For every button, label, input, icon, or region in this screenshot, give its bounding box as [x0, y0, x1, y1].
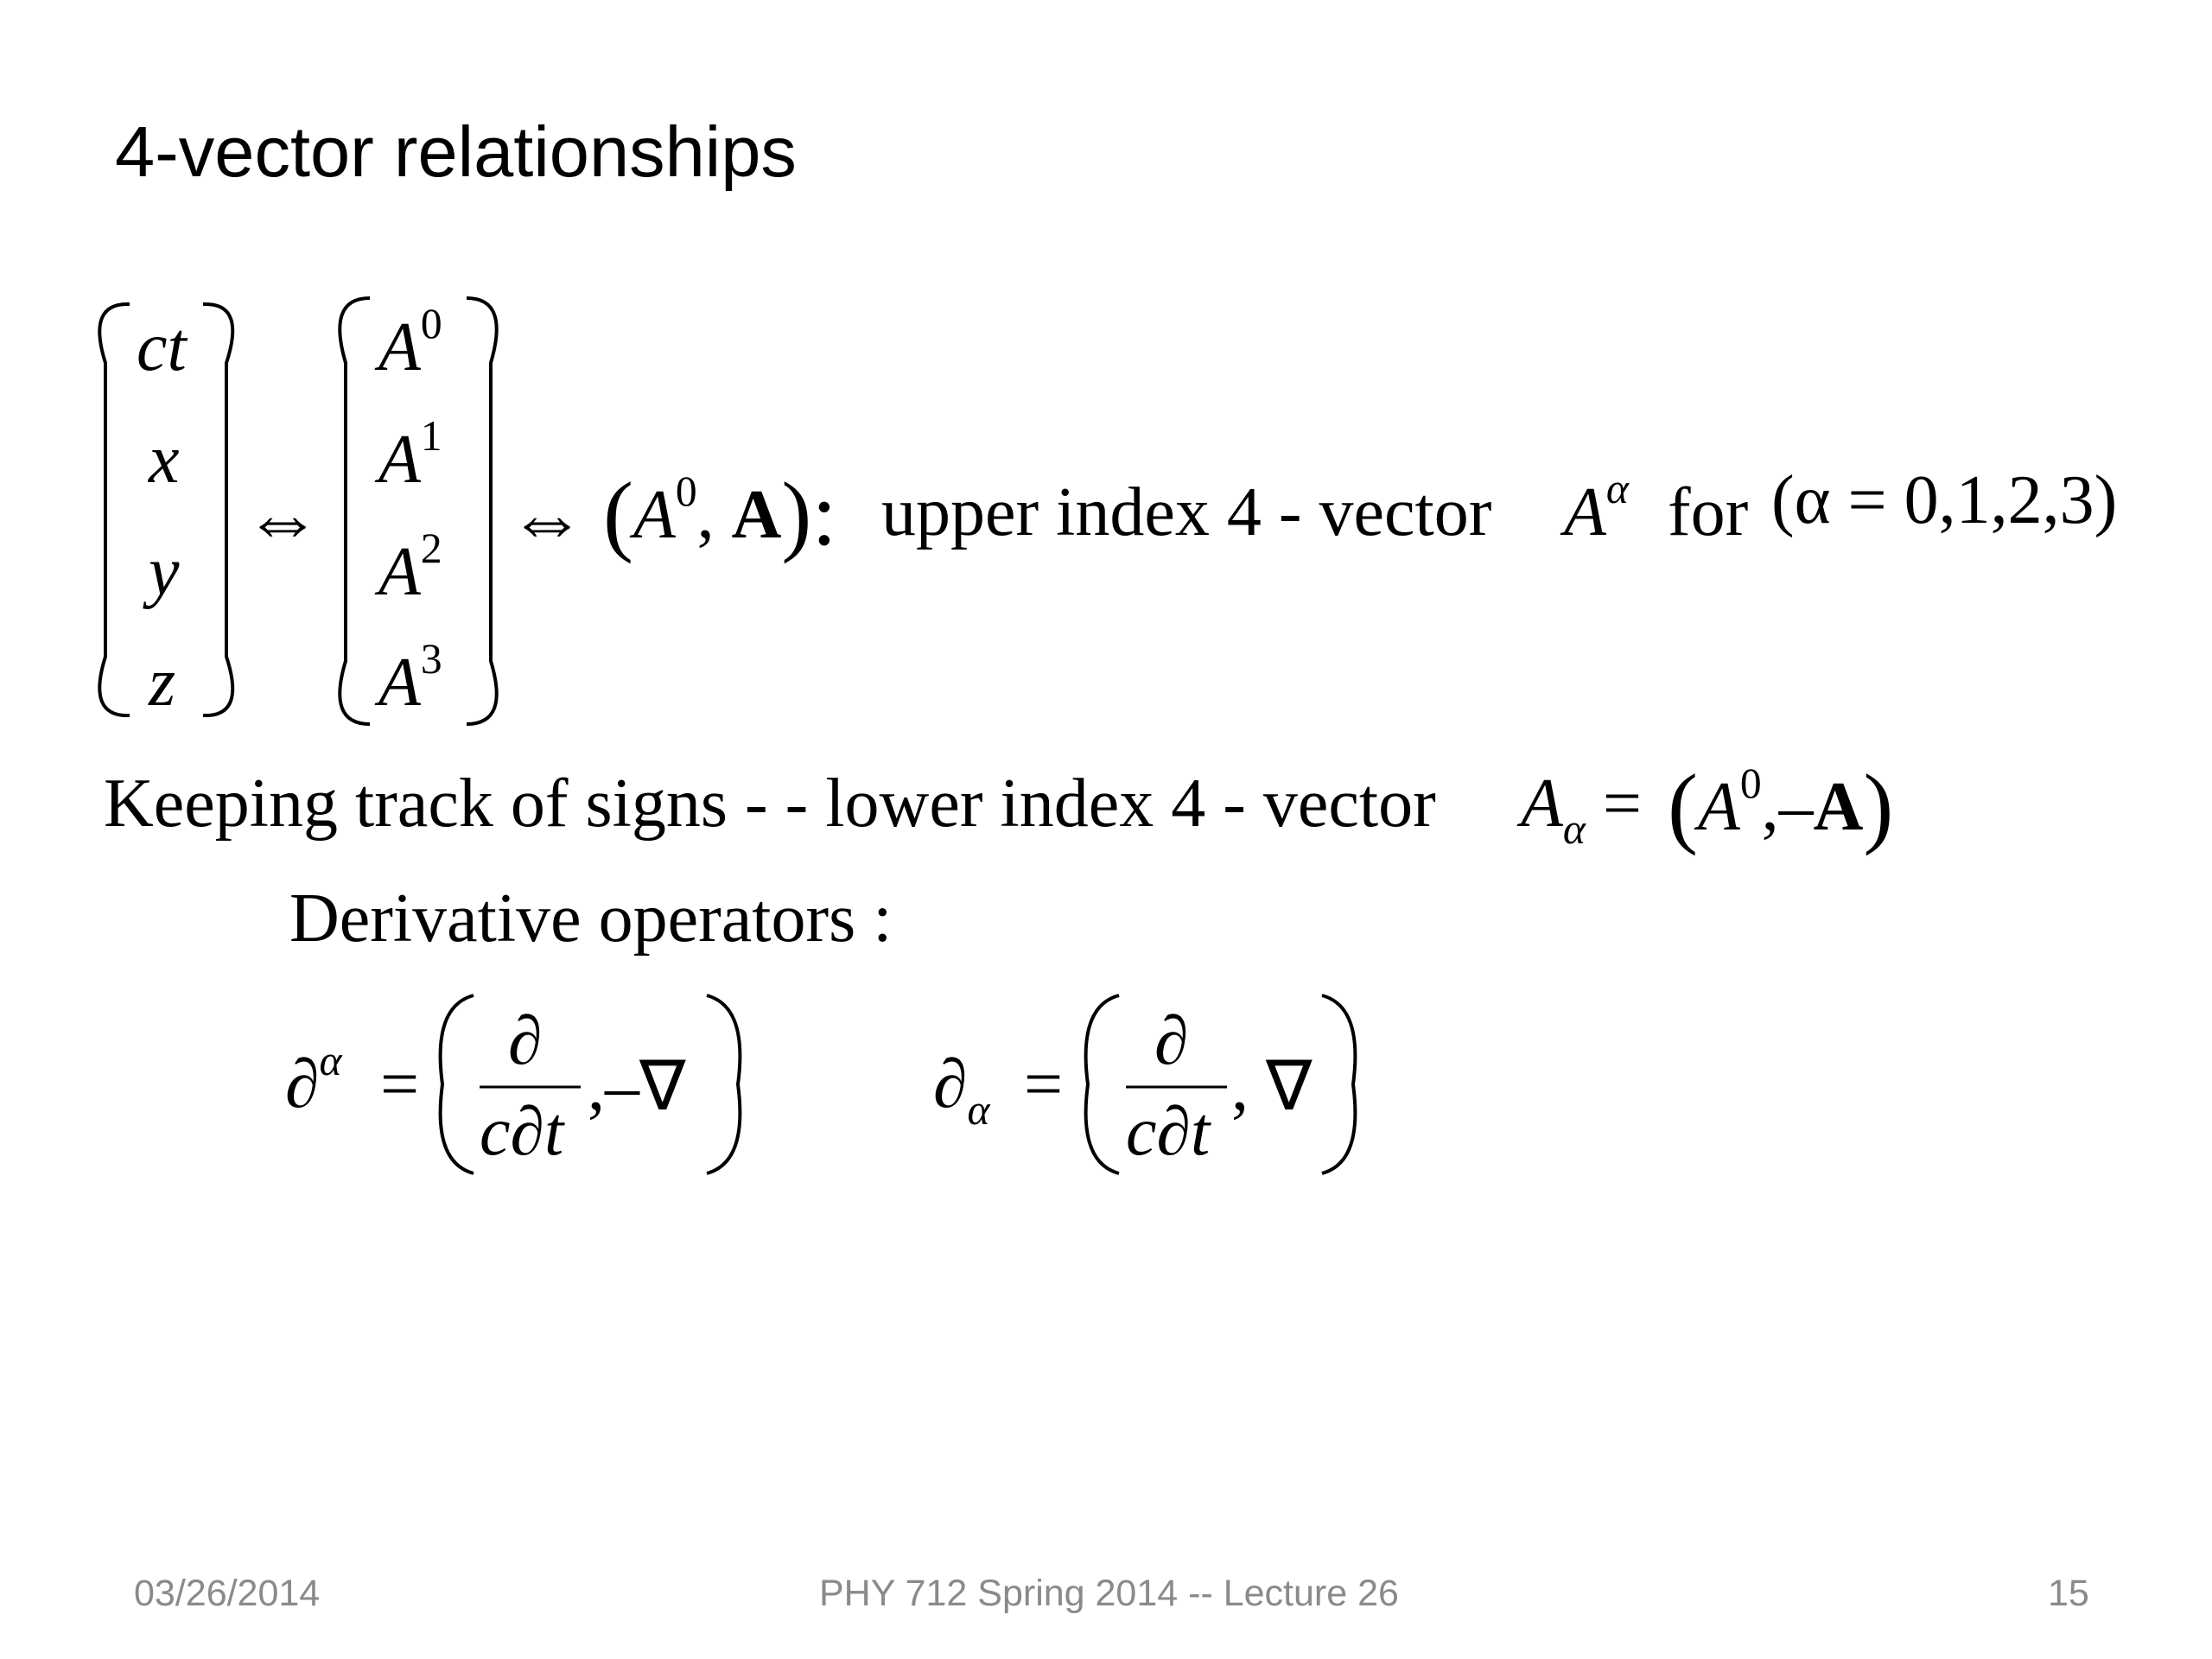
equivalence-symbol: ⇔ [508, 477, 586, 563]
upper-vector-entry: $A^3$ [378, 634, 442, 721]
derivative-heading: Derivative operators : [289, 880, 893, 957]
for-text: for [1668, 474, 1749, 550]
lower-tuple: $(A^0,-A)$ [1668, 755, 1894, 856]
fraction-numerator: ∂ [508, 1003, 543, 1079]
equals-sign: = [380, 1046, 420, 1122]
slide-title: 4-vector relationships [115, 111, 797, 192]
gradient-term: ,–∇ [588, 1049, 686, 1125]
fraction-denominator: c∂t [480, 1094, 564, 1170]
footer-date: 03/26/2014 [134, 1573, 321, 1614]
lower-index-text: Keeping track of signs - - lower index 4 - vector [104, 766, 1436, 842]
upper-vector-entry: $A^1$ [378, 411, 442, 498]
upper-vector-entry: $A^2$ [378, 524, 442, 610]
fraction-denominator: c∂t [1126, 1094, 1211, 1170]
upper-tuple: ($A^0$, A): [603, 463, 837, 564]
footer-page-number: 15 [2048, 1573, 2089, 1614]
vector-entry-ct: ct [137, 309, 187, 385]
upper-index-text: upper index 4 - vector [881, 474, 1492, 550]
lower-index-symbol: $A_\alpha$ = [1521, 766, 1643, 853]
alpha-range: (α = 0,1,2,3) [1771, 462, 2118, 538]
derivative-upper-symbol: ∂$^\alpha$ [285, 1036, 342, 1122]
fraction-numerator: ∂ [1154, 1003, 1189, 1079]
upper-vector-entry: $A^0$ [378, 299, 442, 385]
footer-course: PHY 712 Spring 2014 -- Lecture 26 [819, 1573, 1399, 1614]
equivalence-symbol: ⇔ [244, 477, 321, 563]
vector-entry-x: x [149, 422, 180, 498]
equals-sign: = [1024, 1046, 1064, 1122]
derivative-lower-symbol: $\partial_\alpha$ [933, 1046, 990, 1134]
vector-entry-y: y [149, 534, 180, 610]
upper-index-symbol: $A^\alpha$ [1564, 464, 1629, 550]
gradient-term: , ∇ [1231, 1049, 1313, 1125]
vector-entry-z: z [149, 645, 176, 721]
